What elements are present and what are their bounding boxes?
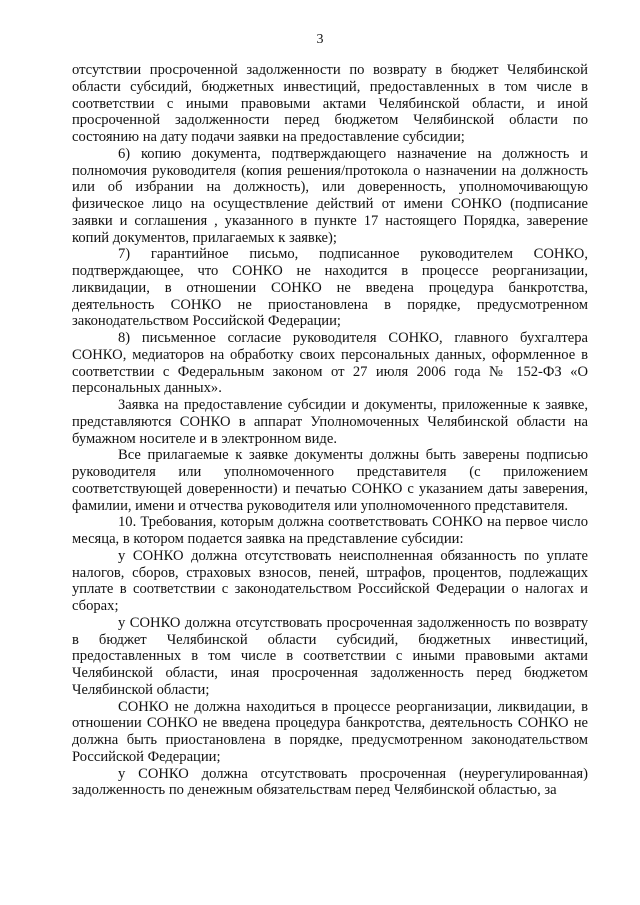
paragraph-item-8: 8) письменное согласие руководителя СОНКО, главного бухгалтера СОНКО, медиаторов на обработку своих персональных данных, оформленное в соответствии с Федеральным законом от 27 июля 2006 года № 152-ФЗ «О персональных данных». (72, 330, 588, 397)
page-number: 3 (316, 32, 324, 47)
paragraph-document-certification: Все прилагаемые к заявке документы должны быть заверены подписью руководителя или уполномоченного представителя (с приложением соответствующей доверенности) и печатью СОНКО с указанием даты заверения, фамилии, имени и отчества руководителя или уполномоченного представителя. (72, 447, 588, 514)
document-body (72, 62, 588, 799)
paragraph-item-6: 6) копию документа, подтверждающего назначение на должность и полномочия руководителя (копия решения/протокола о назначении на должность или об избрании на должность), или доверенность, уполномочивающую физическое лицо на осуществление действий от имени СОНКО (подписание заявки и соглашения , указанного в пункте 17 настоящего Порядка, заверение копий документов, прилагаемых к заявке); (72, 145, 588, 246)
paragraph-requirement-budget-debt: у СОНКО должна отсутствовать просроченная задолженность по возврату в бюджет Челябинской области субсидий, бюджетных инвестиций, предоставленных в том числе в соответствии с иными правовыми актами Челябинской области, иная просроченная задолженность перед бюджетом Челябинской области; (72, 614, 588, 698)
paragraph-application-submission: Заявка на предоставление субсидии и документы, приложенные к заявке, представляются СОНКО в аппарат Уполномоченных Челябинской области на бумажном носителе и в электронном виде. (72, 397, 588, 447)
paragraph-continuation: отсутствии просроченной задолженности по возврату в бюджет Челябинской области субсидий, бюджетных инвестиций, предоставленных в том числе в соответствии с иными правовыми актами Челябинской области, и иной просроченной задолженности перед бюджетом Челябинской области по состоянию на дату подачи заявки на предоставление субсидии; (72, 62, 588, 145)
paragraph-item-10-requirements: 10. Требования, которым должна соответствовать СОНКО на первое число месяца, в котором подается заявка на представление субсидии: (72, 514, 588, 547)
paragraph-requirement-monetary-obligations: у СОНКО должна отсутствовать просроченная (неурегулированная) задолженность по денежным обязательствам перед Челябинской областью, за (72, 765, 588, 799)
paragraph-requirement-taxes: у СОНКО должна отсутствовать неисполненная обязанность по уплате налогов, сборов, страховых взносов, пеней, штрафов, процентов, подлежащих уплате в соответствии с законодательством Российской Федерации о налогах и сборах; (72, 547, 588, 614)
paragraph-item-7: 7) гарантийное письмо, подписанное руководителем СОНКО, подтверждающее, что СОНКО не находится в процессе реорганизации, ликвидации, в отношении СОНКО не введена процедура банкротства, деятельность СОНКО не приостановлена в порядке, предусмотренном законодательством Российской Федерации; (72, 246, 588, 330)
paragraph-requirement-reorganization: СОНКО не должна находиться в процессе реорганизации, ликвидации, в отношении СОНКО не введена процедура банкротства, деятельность СОНКО не должна быть приостановлена в порядке, предусмотренном законодательством Российской Федерации; (72, 698, 588, 765)
